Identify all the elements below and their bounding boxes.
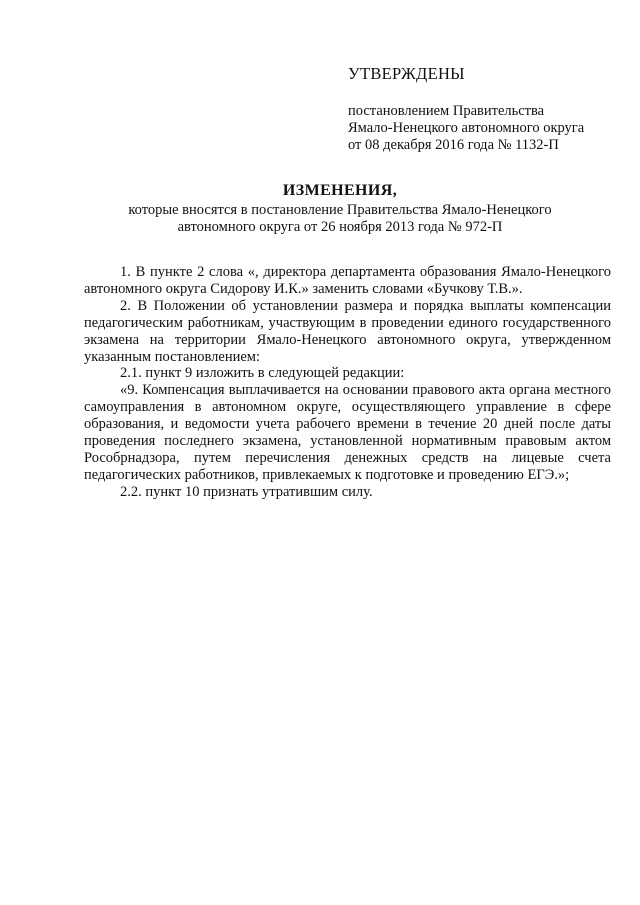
document-title: ИЗМЕНЕНИЯ, — [282, 182, 398, 199]
paragraph-1: 1. В пункте 2 слова «, директора департамента образования Ямало-Ненецкого автономного округа Сидорову И.К.» заменить словами «Бучкову Т.В.». — [84, 264, 611, 297]
approval-line: Ямало-Ненецкого автономного округа — [348, 120, 585, 136]
paragraph-2: 2. В Положении об установлении размера и порядка выплаты компенсации педагогическим работникам, участвующим в проведении единого государственного экзамена на территории Ямало-Ненецкого автономного округа, утвержденном указанным постановлением: — [84, 297, 611, 365]
document-subtitle-line: автономного округа от 26 ноября 2013 года № 972-П — [177, 219, 503, 235]
paragraph-2-2: 2.2. пункт 10 признать утратившим силу. — [120, 483, 373, 500]
document-subtitle-line: которые вносятся в постановление Правительства Ямало-Ненецкого — [128, 202, 552, 218]
approval-title: УТВЕРЖДЕНЫ — [348, 64, 465, 83]
paragraph-quoted-item-9: «9. Компенсация выплачивается на основании правового акта органа местного самоуправления в автономном округе, осуществляющего управление в сфере образования, и ведомости учета рабочего времени в течение 20 дней после даты проведения последнего экзамена, установленной нормативным правовым актом Рособрнадзора, путем перечисления денежных средств на лицевые счета педагогических работников, привлекаемых к подготовке и проведению ЕГЭ.»; — [84, 382, 611, 483]
document-body — [84, 264, 611, 501]
paragraph-2-1: 2.1. пункт 9 изложить в следующей редакции: — [120, 365, 405, 382]
approval-line: от 08 декабря 2016 года № 1132-П — [348, 137, 559, 153]
document-heading — [60, 181, 620, 236]
approval-block — [348, 64, 608, 154]
approval-line: постановлением Правительства — [348, 103, 545, 119]
